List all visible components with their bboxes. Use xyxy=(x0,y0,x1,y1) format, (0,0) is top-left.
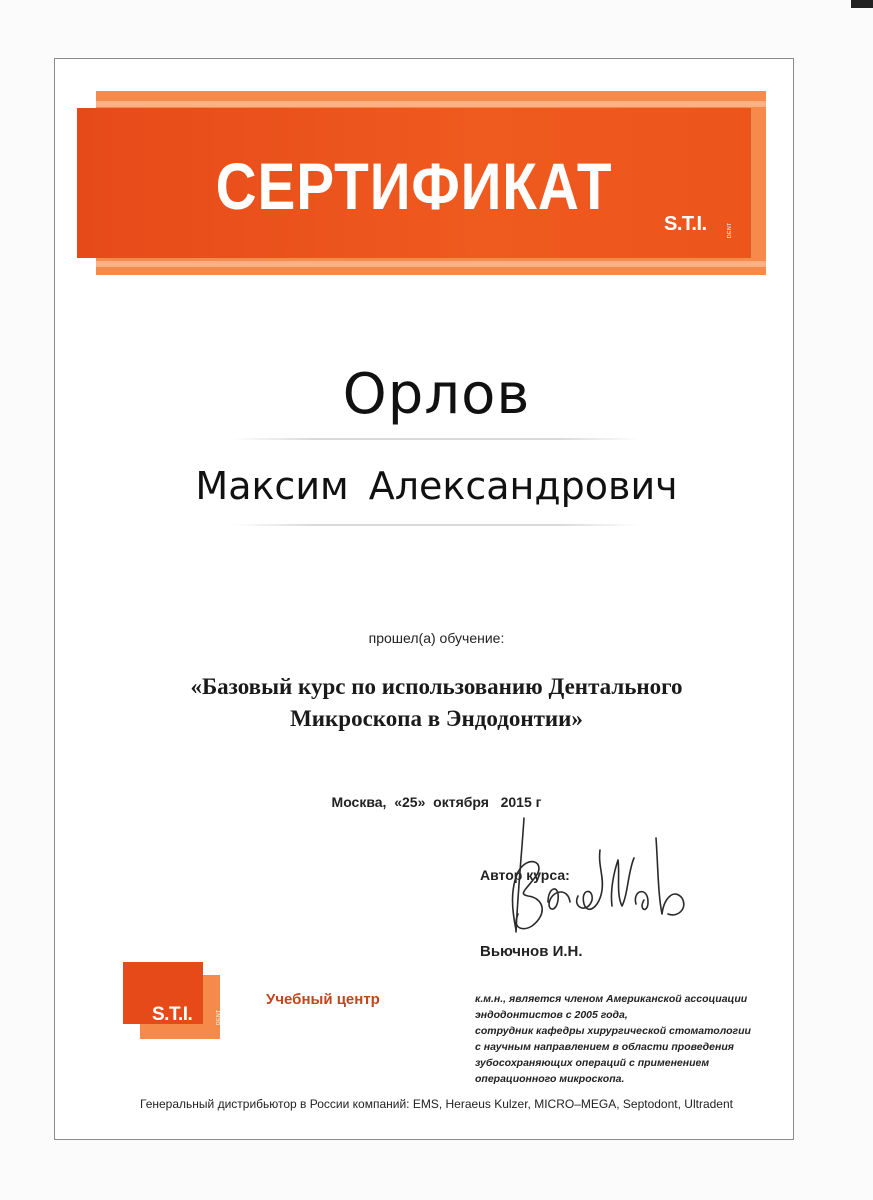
course-title xyxy=(120,671,753,735)
course-title-line: «Базовый курс по использованию Дентального xyxy=(190,674,683,699)
author-bio-line: сотрудник кафедры хирургической стоматологии xyxy=(475,1025,751,1037)
author-bio-line: операционного микроскопа. xyxy=(475,1073,625,1085)
training-center-label: Учебный центр xyxy=(266,991,380,1008)
author-bio xyxy=(475,991,795,1087)
banner-stripe xyxy=(96,261,766,267)
training-logo-text: S.T.I. xyxy=(152,1004,193,1025)
author-bio-line: к.м.н., является членом Американской ассоциации xyxy=(475,993,748,1005)
divider xyxy=(232,524,640,526)
author-label: Автор курса: xyxy=(480,867,570,883)
place-and-date: Москва, «25» октября 2015 г xyxy=(331,794,542,810)
course-title-line: Микроскопа в Эндодонтии» xyxy=(290,706,583,731)
recipient-given-names: Максим Александрович xyxy=(195,464,678,508)
sti-logo-sub: DENT xyxy=(727,222,733,238)
intro-text: прошел(а) обучение: xyxy=(368,630,505,646)
author-name: Вьючнов И.Н. xyxy=(480,943,583,960)
distributor-footer: Генеральный дистрибьютор в России компаний: EMS, Heraeus Kulzer, MICRO–MEGA, Septodont, Ultradent xyxy=(140,1097,733,1111)
author-bio-line: зубосохраняющих операций с применением xyxy=(475,1057,710,1069)
sti-logo: S.T.I. xyxy=(664,213,707,235)
certificate-banner xyxy=(77,108,751,258)
banner-stripe xyxy=(96,101,766,107)
certificate-title: СЕРТИФИКАТ xyxy=(215,149,613,223)
author-signature xyxy=(488,810,700,940)
training-center-logo xyxy=(123,962,222,1025)
scan-corner-mark xyxy=(851,0,873,8)
divider xyxy=(232,438,640,440)
author-bio-line: эндодонтистов с 2005 года, xyxy=(475,1009,628,1021)
training-logo-sub: DENT xyxy=(216,1009,222,1025)
author-bio-line: с научным направлением в области проведения xyxy=(475,1041,734,1053)
recipient-surname: Орлов xyxy=(342,362,531,427)
